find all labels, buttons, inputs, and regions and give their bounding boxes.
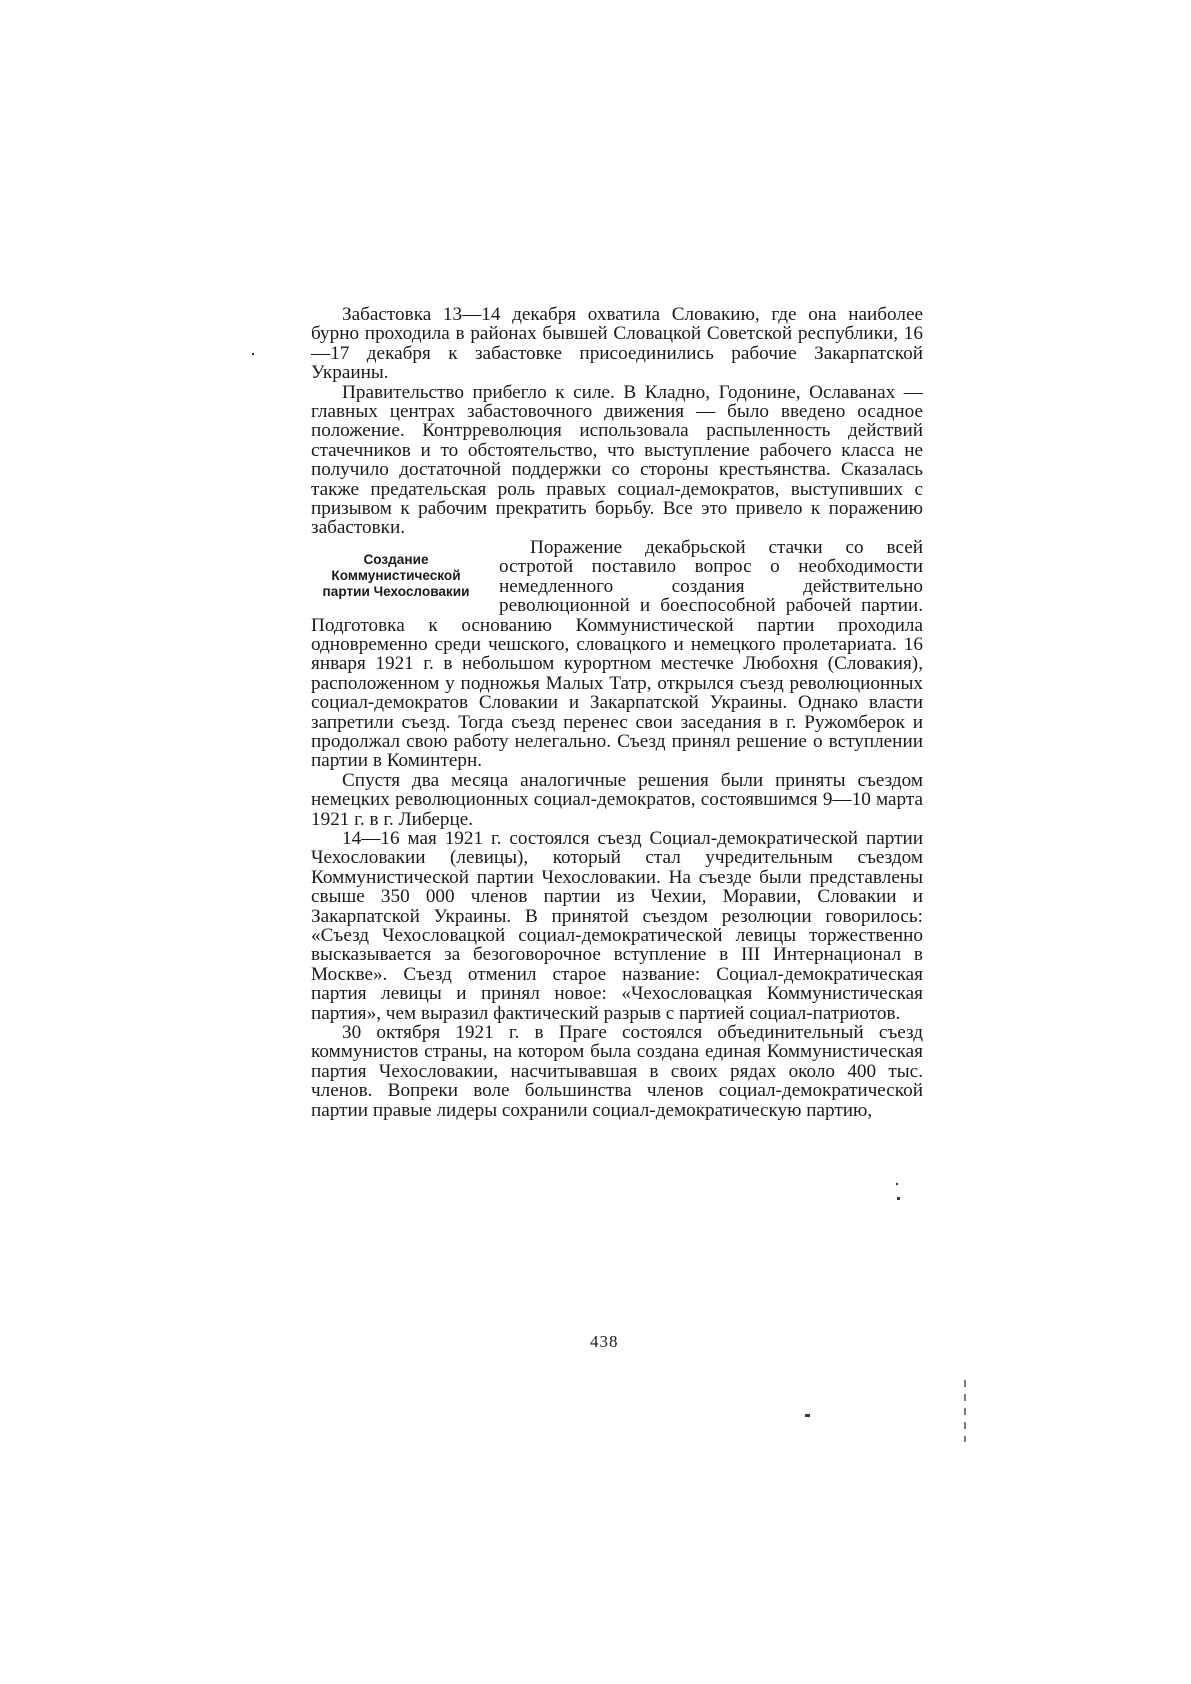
paragraph-october-congress: 30 октября 1921 г. в Праге состоялся объединительный съезд коммунистов страны, на котором была создана единая Коммунистическая партия Чехословакии, насчитывавшая в своих рядах около 400 тыс. членов. Вопреки воле большинства членов социал-демократической партии правые лидеры сохранили социал-демократическую партию, (311, 1022, 923, 1121)
paragraph-government: Правительство прибегло к силе. В Кладно, Годонине, Ославанах — главных центрах забастовочного движения — было введено осадное положение. Контрреволюция использовала распыленность действий стачечников и то обстоятельство, что выступление рабочего класса не получило достаточной поддержки со стороны крестьянства. Сказалась также предательская роль правых социал-демократов, выступивших с призывом к рабочим прекратить борьбу. Все это привело к поражению забастовки. (311, 381, 923, 539)
page-number: 438 (590, 1332, 619, 1351)
paragraph-defeat: Поражение декабрьской стачки со всей остротой поставило вопрос о необходимости немедленного создания действительно революционной и боеспособной рабочей партии. Подготовка к основанию Коммунистической партии проходила одновременно среди чешского, словацкого и немецкого пролетариата. 16 января 1921 г. в небольшом курортном местечке Любохня (Словакия), расположенном у подножья Малых Татр, открылся съезд революционных социал-демократов Словакии и Закарпатской Украины. Однако власти запретили съезд. Тогда съезд перенес свои заседания в г. Ружомберок и продолжал свою работу нелегально. Съезд принял решение о вступлении партии в Коминтерн. (311, 536, 923, 772)
paragraph-strike: Забастовка 13—14 декабря охватила Словакию, где она наиболее бурно проходила в районах бывшей Словацкой Советской республики, 16—17 декабря к забастовке присоединились рабочие Закарпатской Украины. (311, 304, 923, 384)
section-heading-line: Создание (363, 551, 429, 567)
section-heading-line: партии Чехословакии (322, 583, 470, 599)
section-heading (301, 552, 491, 600)
paragraph-may-congress: 14—16 мая 1921 г. состоялся съезд Социал-демократической партии Чехословакии (левицы), который стал учредительным съездом Коммунистической партии Чехословакии. На съезде были представлены свыше 350 000 членов партии из Чехии, Моравии, Словакии и Закарпатской Украины. В принятой съездом резолюции говорилось: «Съезд Чехословацкой социал-демократической левицы торжественно высказывается за безоговорочное вступление в III Интернационал в Москве». Съезд отменил старое название: Социал-демократическая партия левицы и принял новое: «Чехословацкая Коммунистическая партия», чем выразил фактический разрыв с партией социал-патриотов. (311, 827, 923, 1024)
scan-speck (896, 1183, 898, 1185)
main-text (311, 305, 923, 1120)
scan-speck (252, 353, 254, 355)
scan-speck (805, 1414, 810, 1417)
paragraph-two-months: Спустя два месяца аналогичные решения были приняты съездом немецких революционных социал-демократов, состоявшимся 9—10 марта 1921 г. в г. Либерце. (311, 769, 923, 830)
scan-speck (897, 1197, 900, 1200)
section-heading-line: Коммунистической (331, 567, 461, 583)
scan-edge-marks (964, 1380, 966, 1442)
